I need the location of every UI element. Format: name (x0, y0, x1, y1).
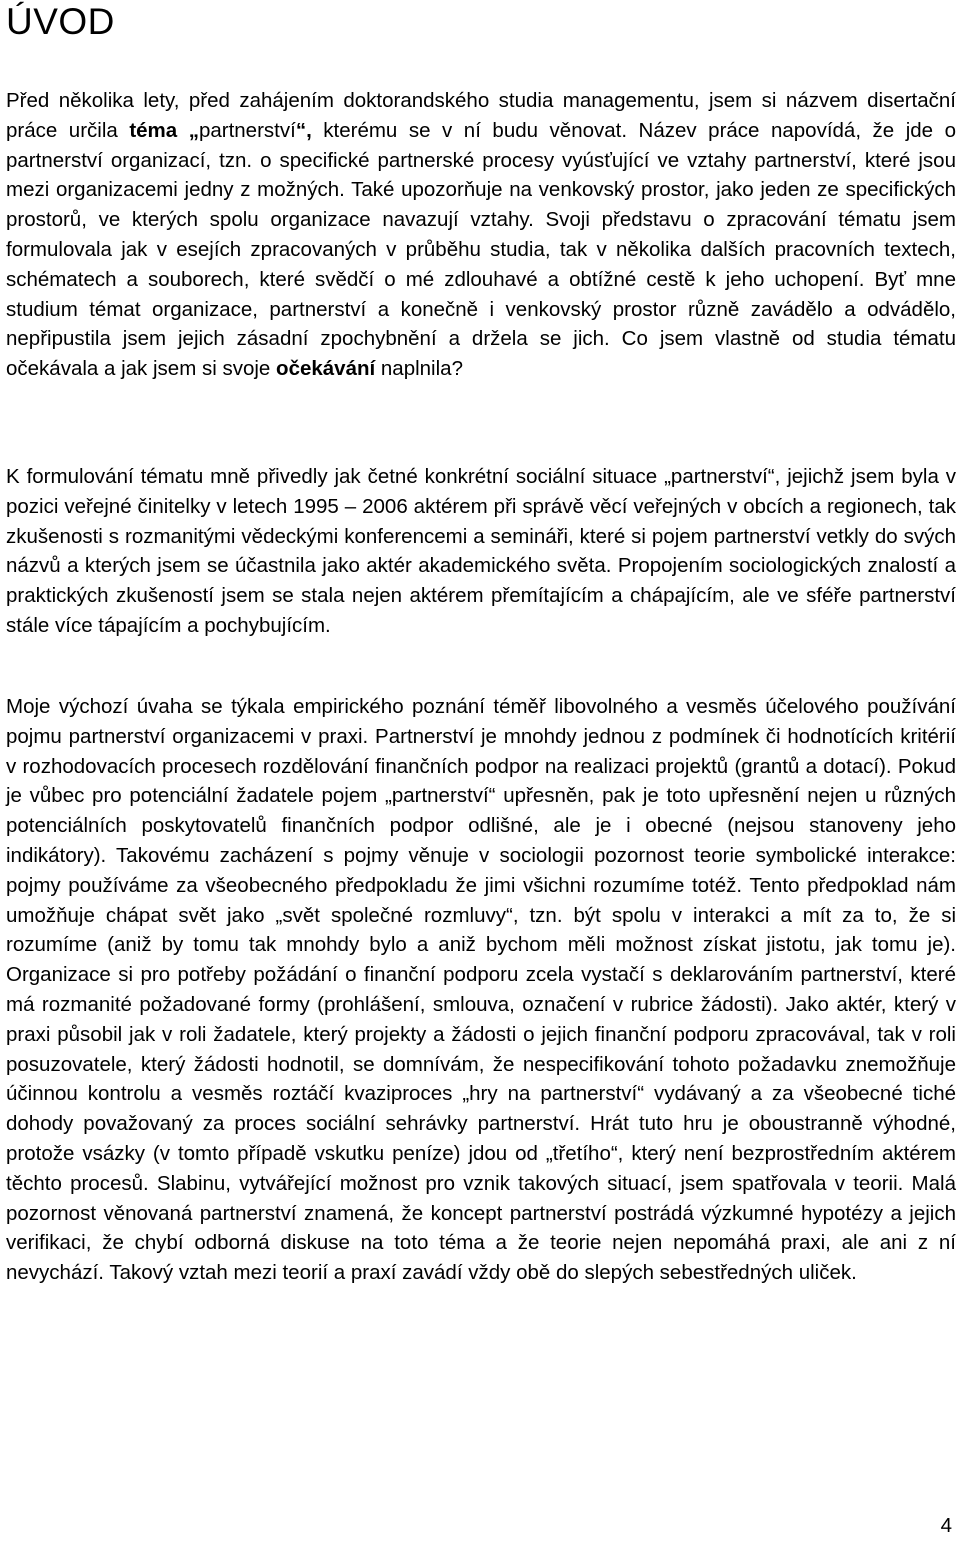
paragraph-intro-text-1: Před několika lety, před zahájením doktorandského studia managementu, jsem si názvem disertační práce určila (6, 89, 956, 142)
paragraph-intro-bold-2: “, (295, 118, 312, 142)
paragraph-intro-text-3: kterému se v ní budu věnovat. Název práce napovídá, že jde o partnerství organizací, tzn. o specifické partnerské procesy vyúsťující ve vztahy partnerství, které jsou mezi organizacemi jedny z možných. Také upozorňuje na venkovský prostor, jako jeden ze specifických prostorů, ve kterých spolu organizace navazují vztahy. Svoji představu o zpracování tématu jsem formulovala jak v esejích zpracovaných v průběhu studia, tak v několika dalších pracovních textech, schématech a souborech, které svědčí o mé zdlouhavé a obtížné cestě k jeho uchopení. Byť mne studium témat organizace, partnerství a konečně i venkovský prostor různě zavádělo a odvádělo, nepřipustila jsem jejich zásadní zpochybnění a držela se jich. Co jsem vlastně od studia tématu očekávala a jak jsem si svoje (6, 118, 956, 381)
paragraph-intro-bold-3: očekávání (276, 357, 376, 381)
paragraph-intro-bold-1: téma „ (129, 118, 199, 142)
paragraph-intro-text-4: naplnila? (375, 357, 463, 381)
page-number: 4 (940, 1514, 952, 1537)
paragraph-intro-text-2: partnerství (198, 118, 296, 142)
paragraph-hypothesis: Moje výchozí úvaha se týkala empirického poznání téměř libovolného a vesměs účelového používání pojmu partnerství organizacemi v praxi. Partnerství je mnohdy jednou z podmínek či hodnotících kritérií v rozhodovacích procesech rozdělování finančních podpor na realizaci projektů (grantů a dotací). Pokud je vůbec pro potenciální žadatele pojem „partnerství“ upřesněn, pak je toto upřesnění nejen u různých potenciálních poskytovatelů finančních podpor odlišné, ale je i obecné (nejsou stanoveny jeho indikátory). Takovému zacházení s pojmy věnuje v sociologii pozornost teorie symbolické interakce: pojmy používáme za všeobecného předpokladu že jimi všichni rozumíme totéž. Tento předpoklad nám umožňuje chápat svět jako „svět společné rozmluvy“, tzn. být spolu v interakci a mít za to, že si rozumíme (aniž by tomu tak mnohdy bylo a aniž bychom měli možnost získat jistotu, jak tomu je). Organizace si pro potřeby požádání o finanční podporu zcela vystačí s deklarováním partnerství, které má rozmanité požadované formy (prohlášení, smlouva, označení v rubrice žádosti). Jako aktér, který v praxi působil jak v roli žadatele, který projekty a žádosti o jejich finanční podporu zpracovával, tak v roli posuzovatele, který žádosti hodnotil, se domnívám, že nespecifikování tohoto požadavku znemožňuje účinnou kontrolu a vesměs roztáčí kvaziproces „hry na partnerství“ vydávaný a za všeobecné tiché dohody považovaný za proces sociální sehrávky partnerství. Hrát tuto hru je oboustranně výhodné, protože vsázky (v tomto případě vskutku peníze) jdou od „třetího“, který není bezprostředním aktérem těchto procesů. Slabinu, vytvářející možnost pro vznik takových situací, jsem spatřovala v teorii. Malá pozornost věnovaná partnerství znamená, že koncept partnerství postrádá výzkumné hypotézy a jejich verifikaci, že chybí odborná diskuse na toto téma a že teorie nejen nepomáhá praxi, ale ani z ní nevychází. Takový vztah mezi teorií a praxí zavádí vždy obě do slepých sebestředných uliček. (6, 695, 956, 1285)
paragraph-motivation: K formulování tématu mně přivedly jak četné konkrétní sociální situace „partnerství“, jejichž jsem byla v pozici veřejné činitelky v letech 1995 – 2006 aktérem při správě věcí veřejných v obcích a regionech, tak zkušenosti s rozmanitými vědeckými konferencemi a semináři, které si pojem partnerství vetkly do svých názvů a kterých jsem se účastnila jako aktér akademického světa. Propojením sociologických znalostí a praktických zkušeností jsem se stala nejen aktérem přemítajícím a chápajícím, ale ve sféře partnerství stále více tápajícím a pochybujícím. (6, 465, 956, 637)
paragraph-intro (6, 86, 956, 384)
page-heading: ÚVOD (6, 1, 115, 42)
